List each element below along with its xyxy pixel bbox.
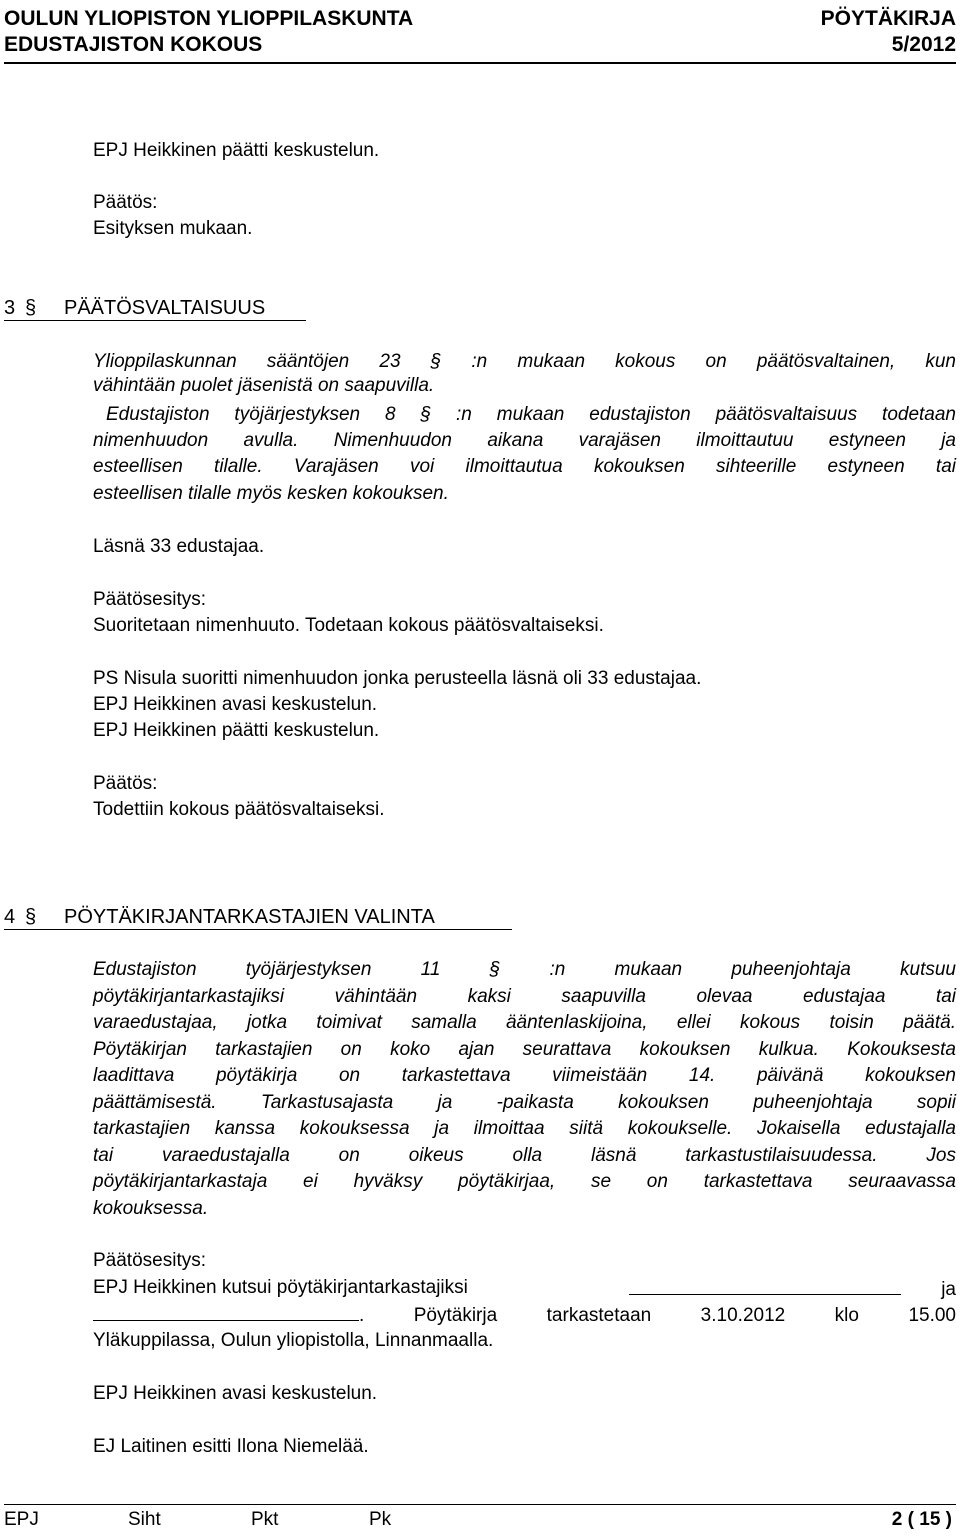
- section-number: 3: [4, 297, 16, 319]
- section-3-text-line: nimenhuudon avulla. Nimenhuudon aikana varajäsen ilmoittautuu estyneen ja: [93, 430, 956, 451]
- paragraph-sign: §: [25, 297, 37, 319]
- section-4-text-line: päättämisestä. Tarkastusajasta ja -paikasta kokouksen puheenjohtaja sopii: [93, 1092, 956, 1113]
- decision-text: Esityksen mukaan.: [93, 218, 253, 239]
- page-number: 2 ( 15 ): [891, 1509, 952, 1530]
- organization-name: OULUN YLIOPISTON YLIOPPILASKUNTA: [4, 7, 414, 30]
- proposal-text: Yläkuppilassa, Oulun yliopistolla, Linnanmaalla.: [93, 1330, 494, 1351]
- footer-initials: Pk: [369, 1509, 392, 1530]
- decision-label: Päätös:: [93, 192, 158, 213]
- meeting-name: EDUSTAJISTON KOKOUS: [4, 33, 263, 56]
- section-4-text-line: pöytäkirjantarkastaja ei hyväksy pöytäkirjaa, se on tarkastettava seuraavassa: [93, 1171, 956, 1192]
- header-divider: [4, 62, 956, 64]
- section-3-text-line: esteellisen tilalle myös kesken kokouksen.: [93, 483, 449, 504]
- footer-divider: [4, 1504, 956, 1505]
- section-3-text-line: esteellisen tilalle. Varajäsen voi ilmoittautua kokouksen sihteerille estyneen tai: [93, 456, 956, 477]
- section-4-text-line: tai varaedustajalla on oikeus olla läsnä tarkastustilaisuudessa. Jos: [93, 1145, 956, 1166]
- proposal-label: Päätösesitys:: [93, 589, 206, 610]
- minutes-note: EPJ Heikkinen avasi keskustelun.: [93, 1383, 378, 1404]
- proposal-line: [93, 1276, 956, 1302]
- section-3-text-line: vähintään puolet jäsenistä on saapuvilla.: [93, 375, 435, 396]
- paragraph-sign: §: [25, 906, 37, 928]
- section-number: 4: [4, 906, 16, 928]
- section-4-text-line: pöytäkirjantarkastajiksi vähintään kaksi saapuvilla olevaa edustajaa tai: [93, 986, 956, 1007]
- decision-text: Todettiin kokous päätösvaltaiseksi.: [93, 799, 385, 820]
- section-4-text-line: tarkastajien kanssa kokouksessa ja ilmoittaa siitä kokoukselle. Jokaisella edustajalla: [93, 1118, 956, 1139]
- section-4-underline: [4, 929, 512, 930]
- header-row-1: [4, 6, 956, 31]
- footer-initials: EPJ: [4, 1509, 39, 1530]
- document-type: PÖYTÄKIRJA: [820, 7, 956, 30]
- section-4-text-line: kokouksessa.: [93, 1198, 209, 1219]
- proposal-text: . Pöytäkirja tarkastetaan 3.10.2012 klo 15.00: [359, 1305, 956, 1326]
- minutes-note: EPJ Heikkinen päätti keskustelun.: [93, 720, 380, 741]
- intro-line: EPJ Heikkinen päätti keskustelun.: [93, 140, 380, 161]
- footer-initials: Siht: [128, 1509, 161, 1530]
- footer-initials: Pkt: [251, 1509, 279, 1530]
- blank-line: [93, 1302, 359, 1321]
- minutes-note: EJ Laitinen esitti Ilona Niemelää.: [93, 1436, 369, 1457]
- minutes-note: EPJ Heikkinen avasi keskustelun.: [93, 694, 378, 715]
- proposal-text: Suoritetaan nimenhuuto. Todetaan kokous päätösvaltaiseksi.: [93, 615, 604, 636]
- blank-and-word: [629, 1276, 956, 1302]
- section-3-text-line: Ylioppilaskunnan sääntöjen 23 § :n mukaan kokous on päätösvaltainen, kun: [93, 351, 956, 372]
- meeting-number: 5/2012: [891, 33, 956, 56]
- present-count: Läsnä 33 edustajaa.: [93, 536, 265, 557]
- section-4-text-line: varaedustajaa, jotka toimivat samalla ääntenlaskijoina, ellei kokous toisin päätä.: [93, 1012, 956, 1033]
- section-4-text-line: Edustajiston työjärjestyksen 11 § :n mukaan puheenjohtaja kutsuu: [93, 959, 956, 980]
- decision-label: Päätös:: [93, 773, 158, 794]
- minutes-note: PS Nisula suoritti nimenhuudon jonka perusteella läsnä oli 33 edustajaa.: [93, 668, 702, 689]
- proposal-label: Päätösesitys:: [93, 1250, 206, 1271]
- proposal-line: [93, 1302, 956, 1328]
- proposal-text: ja: [941, 1279, 956, 1300]
- section-4-text-line: laadittava pöytäkirja on tarkastettava viimeistään 14. päivänä kokouksen: [93, 1065, 956, 1086]
- section-title: PÖYTÄKIRJANTARKASTAJIEN VALINTA: [64, 906, 435, 928]
- header-row-2: [4, 32, 956, 57]
- section-4-text-line: Pöytäkirjan tarkastajien on koko ajan seurattava kokouksen kulkua. Kokouksesta: [93, 1039, 956, 1060]
- section-3-underline: [4, 320, 306, 321]
- section-3-text-line: Edustajiston työjärjestyksen 8 § :n mukaan edustajiston päätösvaltaisuus todetaan: [106, 404, 956, 425]
- section-title: PÄÄTÖSVALTAISUUS: [64, 297, 266, 319]
- blank-line: [629, 1276, 901, 1295]
- proposal-text: EPJ Heikkinen kutsui pöytäkirjantarkastajiksi: [93, 1277, 468, 1298]
